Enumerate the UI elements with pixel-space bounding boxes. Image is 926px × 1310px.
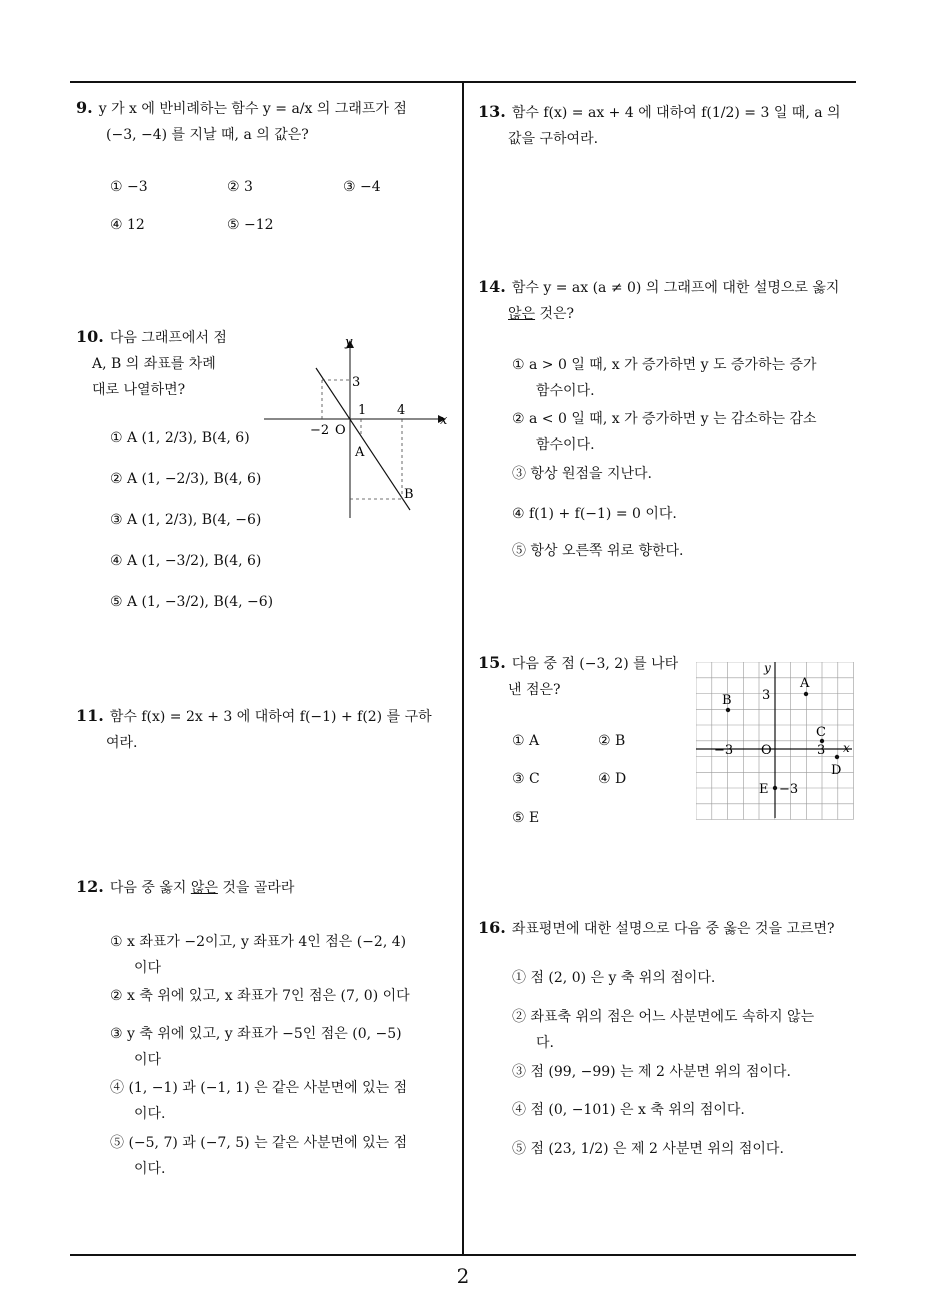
column-divider [462, 81, 464, 1256]
option-text: ⑤ 점 (23, 1/2) 은 제 2 사분면 위의 점이다. [512, 1141, 784, 1157]
question-10 [76, 324, 227, 403]
option-3[interactable] [110, 1021, 402, 1073]
y-axis-label: y [345, 335, 353, 350]
question-14 [478, 274, 839, 327]
question-text: y 가 x 에 반비례하는 함수 y = a/x 의 그래프가 점 [98, 101, 407, 117]
option-5[interactable] [512, 1136, 784, 1162]
point-label-b: B [404, 487, 414, 502]
tick-label-x: −2 [310, 423, 330, 438]
question-number: 14. [478, 277, 506, 296]
option-3[interactable] [512, 461, 652, 487]
option-text: ④ (1, −1) 과 (−1, 1) 은 같은 사분면에 있는 점 [110, 1080, 408, 1096]
point-label-a: A [355, 445, 365, 460]
option-1[interactable] [512, 352, 817, 404]
x-axis-label: x [843, 741, 850, 755]
option-2[interactable] [512, 406, 817, 458]
page-number: 2 [456, 1264, 470, 1288]
point-d-marker [835, 755, 839, 759]
point-b-marker [726, 708, 730, 712]
point-label-b: B [722, 693, 732, 708]
point-e-marker [773, 786, 777, 790]
option-4[interactable] [110, 1075, 407, 1127]
question-text: 여라. [106, 735, 138, 751]
graph-line [316, 368, 410, 510]
option-4[interactable] [512, 501, 677, 527]
question-16 [478, 915, 835, 942]
point-label-e: E [759, 782, 769, 797]
option-text: 함수이다. [536, 437, 595, 453]
option-text: ② a < 0 일 때, x 가 증가하면 y 는 감소하는 감소 [512, 411, 817, 427]
option-text: ① 점 (2, 0) 은 y 축 위의 점이다. [512, 970, 716, 986]
option-2[interactable] [110, 983, 410, 1009]
bottom-rule [70, 1254, 856, 1256]
question-13 [478, 99, 841, 152]
option-text: ② x 축 위에 있고, x 좌표가 7인 점은 (7, 0) 이다 [110, 988, 410, 1004]
option-text: ① x 좌표가 −2이고, y 좌표가 4인 점은 (−2, 4) [110, 934, 407, 950]
question-15 [478, 650, 678, 703]
option-text: 이다 [134, 960, 162, 976]
question-text: 대로 나열하면? [92, 382, 186, 398]
option-text: 이다 [134, 1052, 162, 1068]
point-label-d: D [831, 763, 842, 778]
option-2[interactable]: ② A (1, −2/3), B(4, 6) [110, 471, 262, 487]
question-text: 함수 y = ax (a ≠ 0) 의 그래프에 대한 설명으로 옳지 [511, 280, 840, 296]
question-text: 함수 f(x) = ax + 4 에 대하여 f(1/2) = 3 일 때, a 의 [511, 105, 841, 121]
question-text: 함수 f(x) = 2x + 3 에 대하여 f(−1) + f(2) 를 구하 [109, 709, 432, 725]
question-text: 것은? [535, 306, 575, 322]
question-text: 다음 그래프에서 점 [109, 330, 227, 346]
question-number: 15. [478, 653, 506, 672]
option-text: ③ y 축 위에 있고, y 좌표가 −5인 점은 (0, −5) [110, 1026, 402, 1042]
option-text: ④ 점 (0, −101) 은 x 축 위의 점이다. [512, 1102, 745, 1118]
tick-label-x: 1 [358, 403, 367, 418]
question-number: 11. [76, 706, 104, 725]
option-5[interactable]: ⑤ E [512, 810, 540, 826]
option-text: ② 좌표축 위의 점은 어느 사분면에도 속하지 않는 [512, 1009, 815, 1025]
option-text: 함수이다. [536, 383, 595, 399]
question-text: A, B 의 좌표를 차례 [92, 356, 216, 372]
option-text: ③ 항상 원점을 지난다. [512, 466, 652, 482]
question-text: 다음 중 옳지 [109, 880, 191, 896]
option-text: ④ f(1) + f(−1) = 0 이다. [512, 506, 677, 522]
point-label-a: A [800, 676, 810, 691]
option-1[interactable] [512, 965, 715, 991]
question-text: (−3, −4) 를 지날 때, a 의 값은? [106, 127, 309, 143]
option-text: ⑤ (−5, 7) 과 (−7, 5) 는 같은 사분면에 있는 점 [110, 1135, 408, 1151]
tick-label-x: −3 [714, 743, 734, 758]
question-number: 10. [76, 327, 104, 346]
option-2[interactable]: ② 3 [227, 179, 253, 195]
tick-label-y: 3 [762, 688, 771, 703]
tick-label-x: 4 [397, 403, 406, 418]
option-5[interactable] [512, 538, 684, 564]
option-2[interactable] [512, 1004, 814, 1056]
option-5[interactable]: ⑤ −12 [227, 217, 274, 233]
option-text: 다. [536, 1035, 554, 1051]
question-number: 12. [76, 877, 104, 896]
question-text: 낸 점은? [508, 682, 561, 698]
q10-graph [258, 334, 454, 524]
origin-label: O [761, 743, 772, 758]
q15-coordinate-grid [696, 662, 854, 820]
question-text: 값을 구하여라. [508, 131, 599, 147]
origin-label: O [335, 423, 346, 438]
question-number: 16. [478, 918, 506, 937]
option-4[interactable]: ④ D [598, 771, 627, 787]
option-3[interactable] [512, 1059, 791, 1085]
option-text: 이다. [134, 1106, 166, 1122]
x-axis-label: x [440, 413, 448, 428]
point-label-c: C [816, 725, 826, 740]
option-text: ① a > 0 일 때, x 가 증가하면 y 도 증가하는 증가 [512, 357, 817, 373]
option-1[interactable] [110, 929, 406, 981]
question-text: 다음 중 점 (−3, 2) 를 나타 [511, 656, 679, 672]
option-3[interactable]: ③ C [512, 771, 540, 787]
underlined-text: 않은 [190, 880, 218, 896]
option-4[interactable]: ④ A (1, −3/2), B(4, 6) [110, 553, 262, 569]
option-4[interactable]: ④ 12 [110, 217, 145, 233]
tick-label-x: 3 [817, 743, 826, 758]
question-number: 9. [76, 98, 93, 117]
question-number: 13. [478, 102, 506, 121]
option-1[interactable]: ① A [512, 733, 540, 749]
question-text: 것을 골라라 [217, 880, 295, 896]
tick-label-y: −3 [779, 782, 799, 797]
option-3[interactable]: ③ A (1, 2/3), B(4, −6) [110, 512, 262, 528]
option-2[interactable]: ② B [598, 733, 626, 749]
question-12 [76, 874, 294, 901]
question-11 [76, 703, 432, 756]
underlined-text: 않은 [508, 306, 536, 322]
point-a-marker [804, 692, 808, 696]
y-axis-label: y [764, 662, 771, 675]
option-text: ③ 점 (99, −99) 는 제 2 사분면 위의 점이다. [512, 1064, 791, 1080]
question-9 [76, 95, 407, 148]
option-1[interactable]: ① −3 [110, 179, 148, 195]
option-5[interactable]: ⑤ A (1, −3/2), B(4, −6) [110, 594, 274, 610]
option-4[interactable] [512, 1097, 745, 1123]
option-1[interactable]: ① A (1, 2/3), B(4, 6) [110, 430, 250, 446]
option-3[interactable]: ③ −4 [343, 179, 381, 195]
option-text: ⑤ 항상 오른쪽 위로 향한다. [512, 543, 684, 559]
tick-label-y: 3 [352, 375, 361, 390]
option-text: 이다. [134, 1161, 166, 1177]
option-5[interactable] [110, 1130, 407, 1182]
question-text: 좌표평면에 대한 설명으로 다음 중 옳은 것을 고르면? [511, 921, 835, 937]
